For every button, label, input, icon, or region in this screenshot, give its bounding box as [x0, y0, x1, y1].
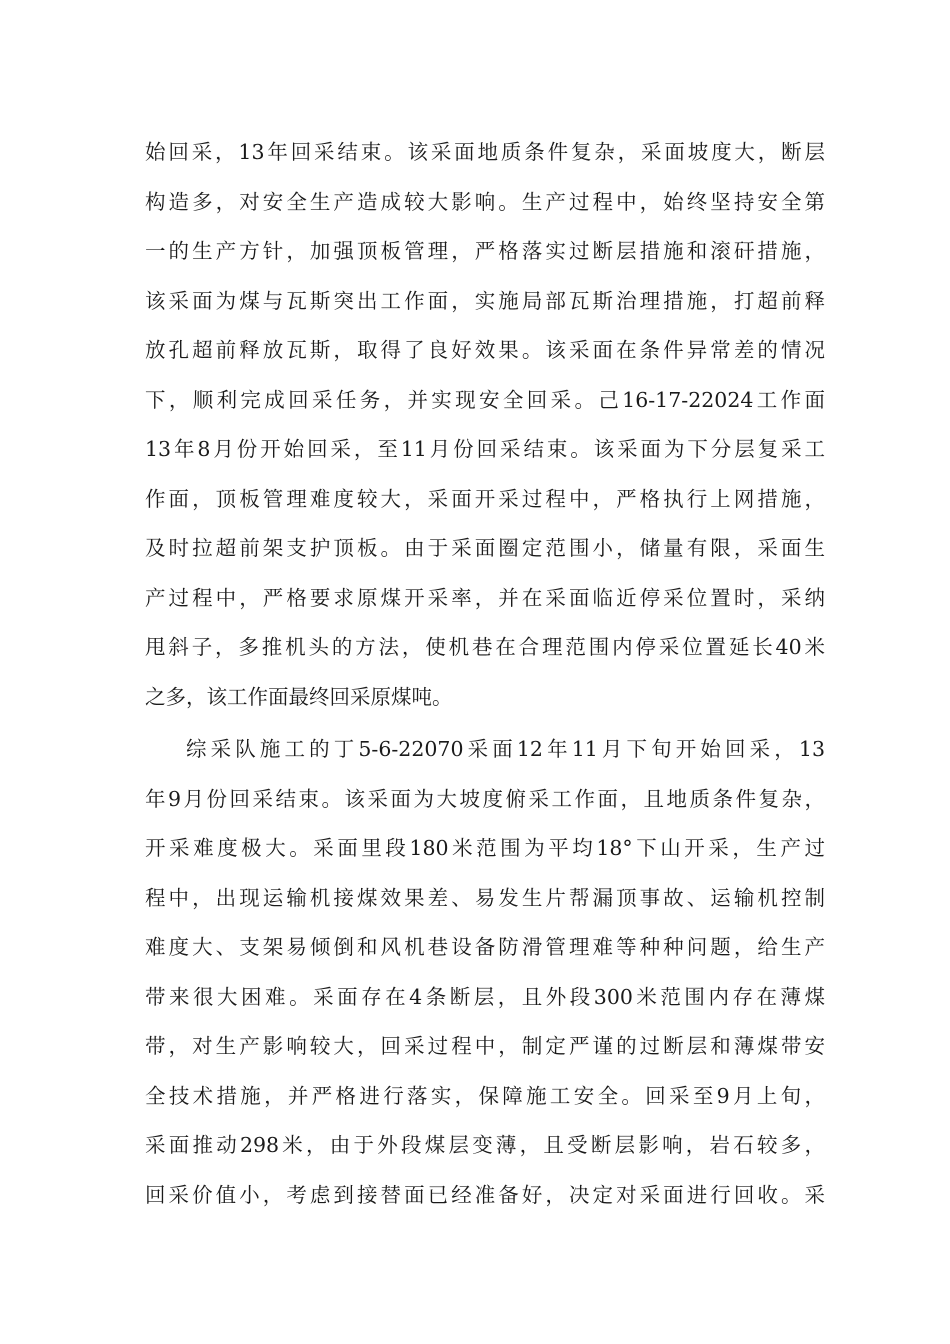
text-line: 甩斜子，多推机头的方法，使机巷在合理范围内停采位置延长40米 [145, 635, 825, 659]
text-line: 及时拉超前架支护顶板。由于采面圈定范围小，储量有限，采面生 [145, 536, 825, 560]
text-line: 带，对生产影响较大，回采过程中，制定严谨的过断层和薄煤带安 [145, 1034, 825, 1058]
text-line: 综采队施工的丁5-6-22070采面12年11月下旬开始回采，13 [186, 737, 825, 761]
text-line: 该采面为煤与瓦斯突出工作面，实施局部瓦斯治理措施，打超前释 [145, 288, 825, 313]
text-line: 难度大、支架易倾倒和风机巷设备防滑管理难等种种问题，给生产 [145, 935, 825, 959]
paragraph [145, 128, 825, 722]
paragraph [145, 725, 825, 1220]
text-line: 作面，顶板管理难度较大，采面开采过程中，严格执行上网措施， [145, 486, 825, 511]
text-line: 回采价值小，考虑到接替面已经准备好，决定对采面进行回收。采 [145, 1182, 825, 1207]
text-line: 一的生产方针，加强顶板管理，严格落实过断层措施和滚矸措施， [145, 239, 825, 263]
text-line: 产过程中，严格要求原煤开采率，并在采面临近停采位置时，采纳 [145, 585, 825, 610]
text-line: 年9月份回采结束。该采面为大坡度俯采工作面，且地质条件复杂， [145, 786, 825, 811]
text-line: 之多，该工作面最终回采原煤吨。 [145, 684, 453, 709]
text-line: 采面推动298米，由于外段煤层变薄，且受断层影响，岩石较多， [145, 1133, 825, 1157]
text-line: 程中，出现运输机接煤效果差、易发生片帮漏顶事故、运输机控制 [145, 885, 825, 910]
text-line: 下，顺利完成回采任务，并实现安全回采。己16-17-22024工作面 [145, 387, 825, 412]
text-line: 构造多，对安全生产造成较大影响。生产过程中，始终坚持安全第 [145, 189, 825, 214]
text-line: 开采难度极大。采面里段180米范围为平均18°下山开采，生产过 [145, 836, 825, 860]
text-line: 带来很大困难。采面存在4条断层，且外段300米范围内存在薄煤 [145, 984, 825, 1009]
text-line: 始回采，13年回采结束。该采面地质条件复杂，采面坡度大，断层 [145, 140, 825, 164]
text-line: 13年8月份开始回采，至11月份回采结束。该采面为下分层复采工 [145, 437, 825, 461]
text-line: 放孔超前释放瓦斯，取得了良好效果。该采面在条件异常差的情况 [145, 338, 825, 362]
text-line: 全技术措施，并严格进行落实，保障施工安全。回采至9月上旬， [145, 1083, 825, 1108]
